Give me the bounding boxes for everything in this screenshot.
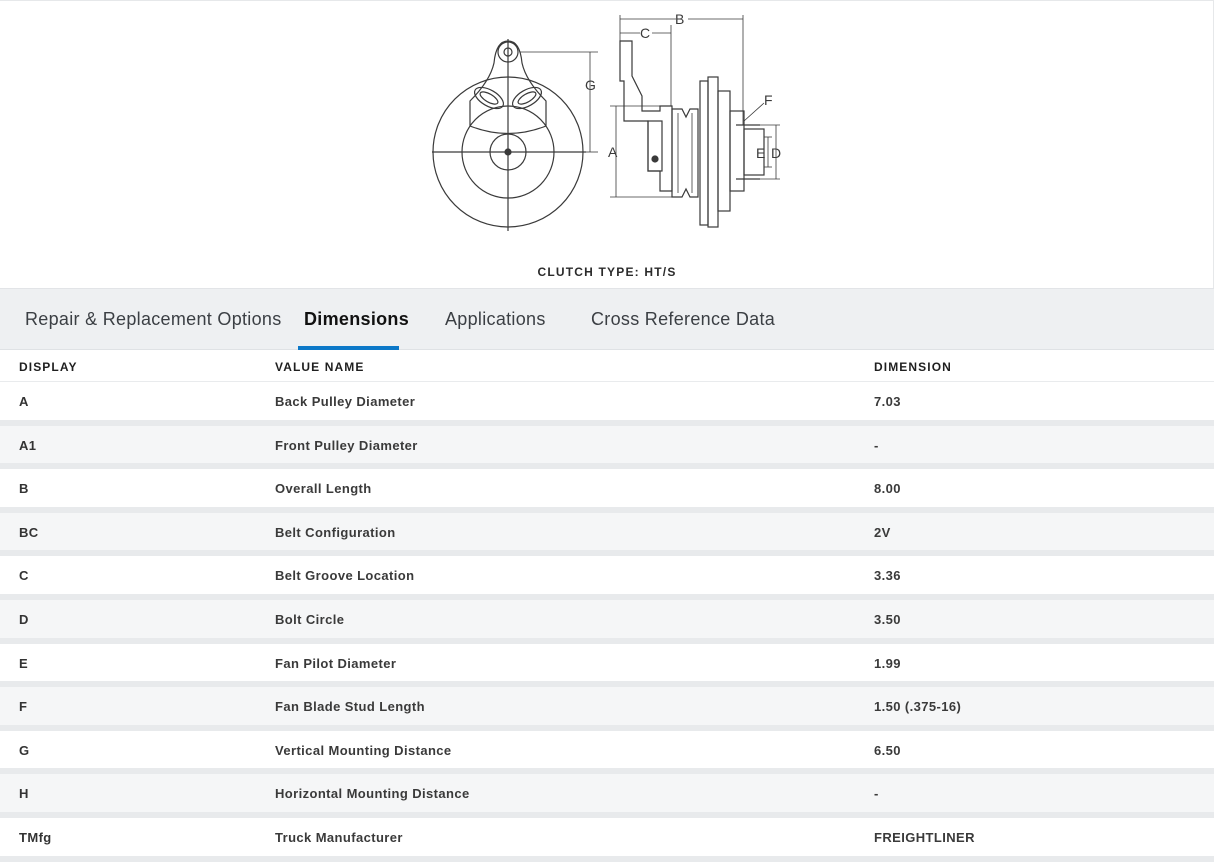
dim-label-d: D xyxy=(771,145,782,161)
cell-display: G xyxy=(19,742,30,758)
cell-value-name: Belt Configuration xyxy=(275,524,396,540)
cell-dimension: 3.50 xyxy=(874,611,901,627)
tab-dimensions[interactable]: Dimensions xyxy=(304,309,410,329)
cell-dimension: FREIGHTLINER xyxy=(874,829,975,845)
cell-dimension: 8.00 xyxy=(874,481,901,497)
table-header xyxy=(0,350,1214,382)
cell-dimension: 7.03 xyxy=(874,394,901,409)
table-row xyxy=(0,600,1214,644)
clutch-type-label: CLUTCH TYPE: HT/S xyxy=(537,265,677,279)
cell-value-name: Front Pulley Diameter xyxy=(275,437,418,453)
cell-value-name: Truck Manufacturer xyxy=(275,829,403,845)
table-row xyxy=(0,731,1214,775)
cell-value-name: Belt Groove Location xyxy=(275,568,415,584)
dimensions-table xyxy=(0,350,1214,862)
tab-cross-reference-data[interactable]: Cross Reference Data xyxy=(591,309,776,329)
cell-display: A xyxy=(19,394,29,409)
dim-label-c: C xyxy=(640,25,651,41)
cell-display: E xyxy=(19,655,29,671)
table-row xyxy=(0,382,1214,426)
tab-repair-replacement-options[interactable]: Repair & Replacement Options xyxy=(25,309,282,329)
dim-label-g: G xyxy=(585,77,596,93)
tab-applications[interactable]: Applications xyxy=(445,309,546,329)
cell-display: H xyxy=(19,786,29,802)
cell-value-name: Fan Pilot Diameter xyxy=(275,655,397,671)
table-row xyxy=(0,426,1214,470)
table-row xyxy=(0,644,1214,688)
table-row xyxy=(0,469,1214,513)
cell-value-name: Vertical Mounting Distance xyxy=(275,742,452,758)
cell-value-name: Horizontal Mounting Distance xyxy=(275,786,470,802)
cell-value-name: Fan Blade Stud Length xyxy=(275,699,425,715)
cell-display: F xyxy=(19,699,28,715)
table-row xyxy=(0,513,1214,557)
table-row xyxy=(0,774,1214,818)
cell-value-name: Overall Length xyxy=(275,481,372,497)
table-row xyxy=(0,556,1214,600)
dim-label-e: E xyxy=(756,145,766,161)
dim-label-f: F xyxy=(764,92,773,108)
product-image-area xyxy=(0,0,1214,288)
cell-dimension: 1.99 xyxy=(874,655,901,671)
column-header-value-name: VALUE NAME xyxy=(275,360,365,374)
cell-display: D xyxy=(19,611,29,627)
table-row xyxy=(0,687,1214,731)
cell-dimension: - xyxy=(874,786,879,802)
table-row xyxy=(0,818,1214,862)
cell-dimension: 1.50 (.375-16) xyxy=(874,699,962,715)
column-header-display: DISPLAY xyxy=(19,360,78,374)
cell-display: TMfg xyxy=(19,829,52,845)
cell-value-name: Bolt Circle xyxy=(275,611,345,627)
cell-display: C xyxy=(19,568,29,584)
cell-display: BC xyxy=(19,524,39,540)
tab-bar xyxy=(0,288,1214,350)
cell-dimension: 2V xyxy=(874,524,891,540)
dim-label-a: A xyxy=(608,144,618,160)
clutch-dimension-diagram xyxy=(420,7,800,239)
cell-dimension: - xyxy=(874,437,879,453)
column-header-dimension: DIMENSION xyxy=(874,360,952,374)
dim-label-b: B xyxy=(675,11,685,27)
cell-dimension: 3.36 xyxy=(874,568,901,584)
cell-display: B xyxy=(19,481,29,497)
cell-display: A1 xyxy=(19,437,37,453)
cell-dimension: 6.50 xyxy=(874,742,901,758)
cell-value-name: Back Pulley Diameter xyxy=(275,394,416,409)
